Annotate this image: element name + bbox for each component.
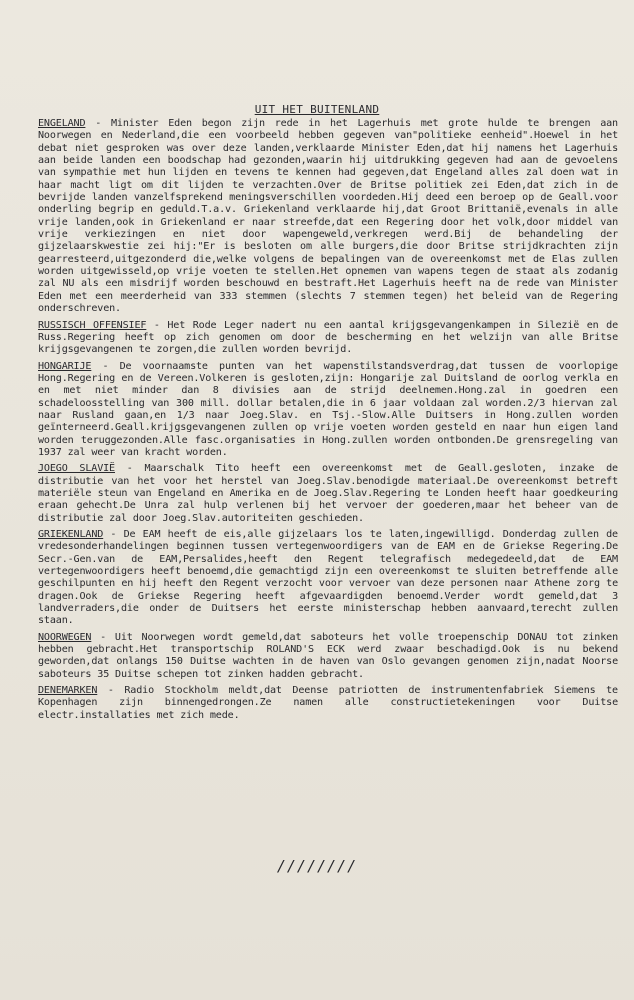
- section-text: - Het Rode Leger nadert nu een aantal krijgsgevangenkampen in Silezië en de Russ.Regering heeft op zich genomen om door de bescherming en het welzijn van alle Britse krijgsgevangenen te zorgen,die zullen worden bevrijd.: [38, 319, 619, 356]
- section-engeland: [38, 118, 618, 316]
- section-heading: DENEMARKEN: [38, 685, 98, 697]
- section-denemarken: [38, 685, 618, 722]
- section-heading: HONGARIJE: [38, 360, 92, 372]
- section-griekenland: [38, 529, 618, 628]
- section-text: - Minister Eden begon zijn rede in het Lagerhuis met grote hulde te brengen aan Noorwegen en Nederland,die een voorbeeld hebben gegeven van"politieke eenheid".Hoewel in het debat niet gesproken was over deze landen,verklaarde Minister Eden,dat hij namens het Lagerhuis aan beide landen een boodschap had gezonden,waarin hij uitdrukking gegeven had aan de gevoelens van sympathie met hun lijden en tevens te kennen had gegeven,dat Engeland alles zal doen wat in haar macht ligt om dit lijden te verzachten.Over de Britse politiek zei Eden,dat zich in de bevrijde landen vanzelfsprekend meningsverschillen voordeden.Hij deed een beroep op de Geall.voor onderling begrip en geduld.T.a.v. Griekenland verklaarde hij,dat Groot Brittanië,evenals in alle vrije landen,ook in Griekenland er naar streefde,dat een Regering door het volk,door middel van vrije verkiezingen en niet door wapengeweld,verkregen werd.Bij de behandeling der gijzelaarskwestie zei hij:"Er is besloten om alle burgers,die door Britse strijdkrachten zijn gearresteerd,uitgezonderd die,welke volgens de bepalingen van de overeenkomst met de Elas zullen worden uitgewisseld,op vrije voeten te stellen.Het opnemen van wapens tegen de staat als zodanig zal NU als een misdrijf worden beschouwd en bestraft.Het Lagerhuis heeft na de rede van Minister Eden met een meerderheid van 333 stemmen (slechts 7 stemmen tegen) het beleid van de Regering onderschreven.: [38, 118, 618, 315]
- page-title: UIT HET BUITENLAND: [254, 103, 380, 116]
- section-heading: ENGELAND: [38, 118, 86, 129]
- closing-mark: ////////: [276, 857, 358, 875]
- article-body: [38, 118, 618, 726]
- section-text: - De voornaamste punten van het wapenstilstandsverdrag,dat tussen de voorlopige Hong.Regering en de Vereen.Volkeren is gesloten,zijn: Hongarije zal Duitsland de oorlog verkla en en met niet minder dan 8 divisies aan de strijd deelnemen.Hong.zal in goedren een schadeloosstelling van 300 mill. dollar betalen,die in 6 jaar voldaan zal worden.2/3 hiervan zal naar Rusland gaan,en 1/3 naar Joeg.Slav. en Tsj.-Slow.Alle Duitsers in Hong.zullen worden geïnterneerd.Geall.krijgsgevangenen zullen op vrije voeten worden gesteld en naar hun eigen land worden teruggezonden.Alle fasc.organisaties in Hong.zullen worden ontbonden.De grensregeling van 1937 zal weer van kracht worden.: [38, 360, 618, 458]
- section-text: - Maarschalk Tito heeft een overeenkomst met de Geall.gesloten, inzake de distributie van het voor het herstel van Joeg.Slav.benodigde materiaal.De overeenkomst betreft materiële steun van Engeland en Amerika en de Joeg.Slav.Regering te Londen heeft haar goedkeuring eraan gehecht.De Unra zal hulp verlenen bij het vervoer der goederen,maar het beheer van de distributie zal door Joeg.Slav.autoriteiten geschieden.: [38, 463, 618, 524]
- section-heading: NOORWEGEN: [38, 631, 92, 643]
- section-text: - Radio Stockholm meldt,dat Deense patriotten de instrumentenfabriek Siemens te Kopenhagen zijn binnengedrongen.Ze namen alle constructietekeningen voor Duitse electr.installaties met zich mede.: [38, 685, 618, 721]
- section-heading: RUSSISCH OFFENSIEF: [38, 319, 147, 331]
- section-text: - De EAM heeft de eis,alle gijzelaars los te laten,ingewilligd. Donderdag zullen de vredesonderhandelingen beginnen tussen vertegenwoordigers van de EAM en de Griekse Regering.De Secr.-Gen.van de EAM,Persalides,heeft den Regent telegrafisch medegedeeld,dat de EAM vertegenwoordigers heeft benoemd,die gemachtigd zijn een overeenkomst te sluiten betreffende alle geschilpunten en hij heeft den Regent verzocht voor vervoer van deze personen naar Athene zorg te dragen.Ook de Griekse Regering heeft afgevaardigden benoemd.Verder wordt gemeld,dat 3 landverraders,die onder de Duitsers het eerste ministerschap hebben aanvaard,terecht zullen staan.: [38, 529, 618, 627]
- section-russisch-offensief: [38, 320, 618, 357]
- section-noorwegen: [38, 632, 618, 681]
- section-heading: GRIEKENLAND: [38, 529, 104, 540]
- section-hongarije: [38, 361, 618, 460]
- section-heading: JOEGO SLAVIË: [38, 463, 115, 475]
- section-text: - Uit Noorwegen wordt gemeld,dat saboteurs het volle troepenschip DONAU tot zinken hebben gebracht.Het transportschip ROLAND'S ECK werd zwaar beschadigd.Ook is nu bekend geworden,dat onlangs 150 Duitse wachten in de haven van Oslo gevangen genomen zijn,nadat Noorse saboteurs 35 Duitse schepen tot zinken hadden gebracht.: [38, 631, 618, 680]
- section-joego-slavie: [38, 463, 618, 525]
